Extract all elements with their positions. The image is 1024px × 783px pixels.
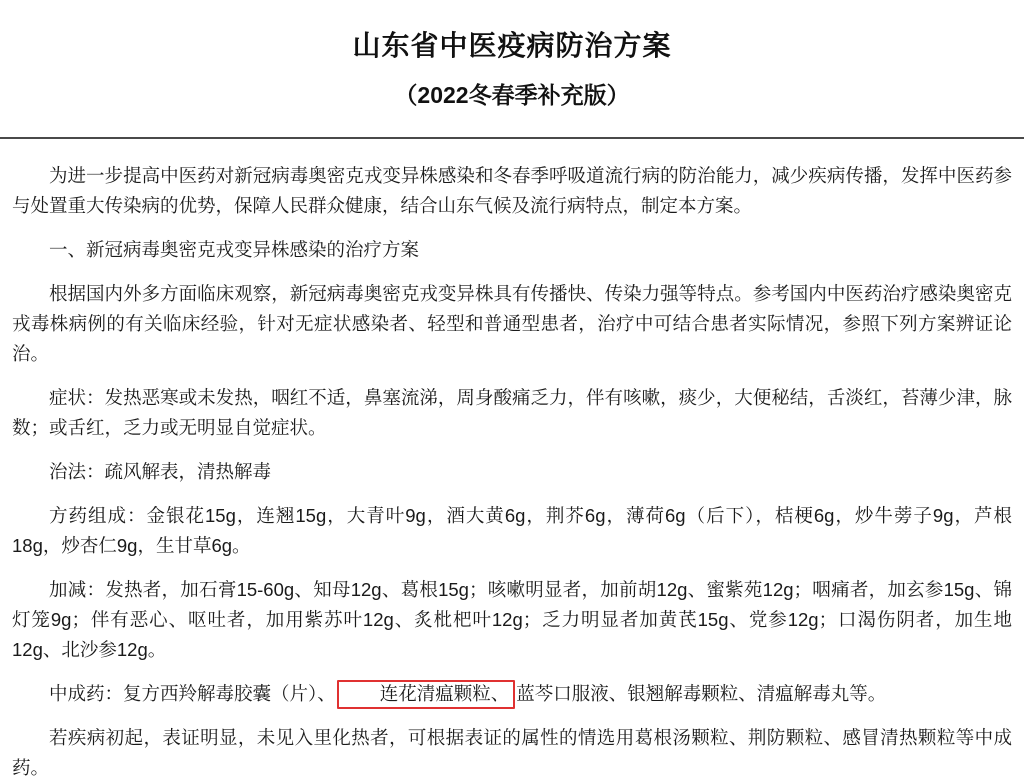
- patent-medicine-suffix: 蓝芩口服液、银翘解毒颗粒、清瘟解毒丸等。: [516, 682, 887, 704]
- modification-paragraph: 加减：发热者，加石膏15-60g、知母12g、葛根15g；咳嗽明显者，加前胡12g、蜜紫苑12g；咽痛者，加玄参15g、锦灯笼9g；伴有恶心、呕吐者，加用紫苏叶12g、炙枇杷叶12g；乏力明显者加黄芪15g、党参12g；口渴伤阴者，加生地12g、北沙参12g。: [12, 579, 1012, 660]
- treatment-method-paragraph: 治法：疏风解表，清热解毒: [49, 461, 272, 483]
- early-stage-paragraph: 若疾病初起，表证明显，未见入里化热者，可根据表证的属性的情选用葛根汤颗粒、荆防颗粒、感冒清热颗粒等中成药。: [12, 727, 1012, 779]
- page-subtitle: （2022冬春季补充版）: [394, 82, 630, 109]
- highlighted-medicine: 连花清瘟颗粒、: [337, 680, 516, 709]
- intro-paragraph: 为进一步提高中医药对新冠病毒奥密克戎变异株感染和冬春季呼吸道流行病的防治能力，减少疾病传播，发挥中医药参与处置重大传染病的优势，保障人民群众健康，结合山东气候及流行病特点，制定本方案。: [12, 165, 1012, 217]
- clinical-observation-paragraph: 根据国内外多方面临床观察，新冠病毒奥密克戎变异株具有传播快、传染力强等特点。参考国内中医药治疗感染奥密克戎毒株病例的有关临床经验，针对无症状感染者、轻型和普通型患者，治疗中可结合患者实际情况，参照下列方案辨证论治。: [12, 283, 1012, 365]
- formula-composition-paragraph: 方药组成：金银花15g，连翘15g，大青叶9g，酒大黄6g，荆芥6g，薄荷6g（后下），桔梗6g，炒牛蒡子9g，芦根18g，炒杏仁9g，生甘草6g。: [12, 505, 1012, 557]
- patent-medicine-prefix: 中成药：复方西羚解毒胶囊（片）、: [49, 682, 336, 704]
- symptoms-paragraph: 症状：发热恶寒或未发热，咽红不适，鼻塞流涕，周身酸痛乏力，伴有咳嗽，痰少，大便秘结，舌淡红，苔薄少津，脉数；或舌红，乏力或无明显自觉症状。: [12, 387, 1012, 439]
- section-heading-one: 一、新冠病毒奥密克戎变异株感染的治疗方案: [49, 239, 420, 261]
- header-divider: [0, 137, 1024, 139]
- title-block: [0, 0, 1024, 111]
- page-title: 山东省中医疫病防治方案: [352, 30, 672, 61]
- patent-medicine-paragraph: [12, 679, 1012, 709]
- document-body: [0, 161, 1024, 783]
